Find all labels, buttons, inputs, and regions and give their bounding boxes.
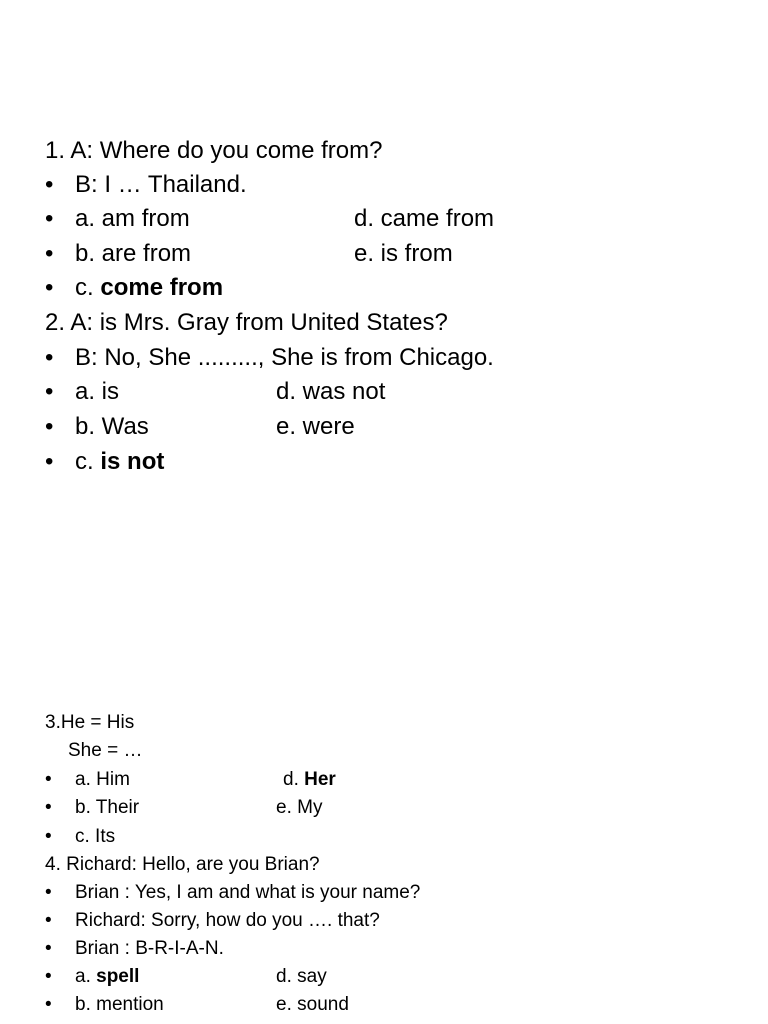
bullet-icon: • [45, 205, 54, 232]
q4-line-2: Richard: Sorry, how do you …. that? [75, 910, 380, 931]
q2-option-d: d. was not [276, 378, 386, 405]
q4-question: 4. Richard: Hello, are you Brian? [45, 854, 320, 875]
q1-option-b: b. are from [75, 240, 192, 267]
q4-option-e: e. sound [276, 994, 349, 1015]
q4-option-a-prefix: a. [75, 966, 97, 987]
q4-option-a-answer: spell [96, 966, 140, 987]
q3-option-d-prefix: d. [283, 769, 305, 790]
q1-option-c [75, 274, 223, 302]
q2-option-c [75, 448, 164, 476]
bullet-icon: • [45, 769, 52, 790]
q1-option-c-prefix: c. [75, 274, 101, 301]
bullet-icon: • [45, 240, 54, 267]
q4-option-d: d. say [276, 966, 327, 987]
q4-option-a [75, 966, 139, 988]
bullet-icon: • [45, 274, 54, 301]
q3-option-a: a. Him [75, 769, 130, 790]
bullet-icon: • [45, 826, 52, 847]
q2-option-e: e. were [276, 413, 355, 440]
q4-line-3: Brian : B-R-I-A-N. [75, 938, 224, 959]
q2-option-c-prefix: c. [75, 448, 101, 475]
q2-prompt: B: No, She ........., She is from Chicago. [75, 344, 494, 371]
q3-option-e: e. My [276, 797, 323, 818]
bullet-icon: • [45, 882, 52, 903]
bullet-icon: • [45, 938, 52, 959]
q2-option-c-answer: is not [100, 448, 165, 475]
q2-option-b: b. Was [75, 413, 149, 440]
q3-prompt: She = … [68, 740, 143, 761]
q1-option-e: e. is from [354, 240, 453, 267]
q4-option-b: b. mention [75, 994, 164, 1015]
q1-option-d: d. came from [354, 205, 495, 232]
q1-question: 1. A: Where do you come from? [45, 137, 383, 164]
bullet-icon: • [45, 171, 54, 198]
q4-line-1: Brian : Yes, I am and what is your name? [75, 882, 421, 903]
bullet-icon: • [45, 344, 54, 371]
q3-question: 3.He = His [45, 712, 135, 733]
bullet-icon: • [45, 378, 54, 405]
q1-option-c-answer: come from [100, 274, 224, 301]
bullet-icon: • [45, 797, 52, 818]
q1-prompt: B: I … Thailand. [75, 171, 247, 198]
q3-option-c: c. Its [75, 826, 116, 847]
q2-question: 2. A: is Mrs. Gray from United States? [45, 309, 448, 336]
q3-option-d-answer: Her [304, 769, 336, 790]
q3-option-b: b. Their [75, 797, 140, 818]
bullet-icon: • [45, 448, 54, 475]
q3-option-d [283, 769, 336, 791]
bullet-icon: • [45, 910, 52, 931]
q2-option-a: a. is [75, 378, 120, 405]
bullet-icon: • [45, 966, 52, 987]
bullet-icon: • [45, 413, 54, 440]
q1-option-a: a. am from [75, 205, 190, 232]
bullet-icon: • [45, 994, 52, 1015]
